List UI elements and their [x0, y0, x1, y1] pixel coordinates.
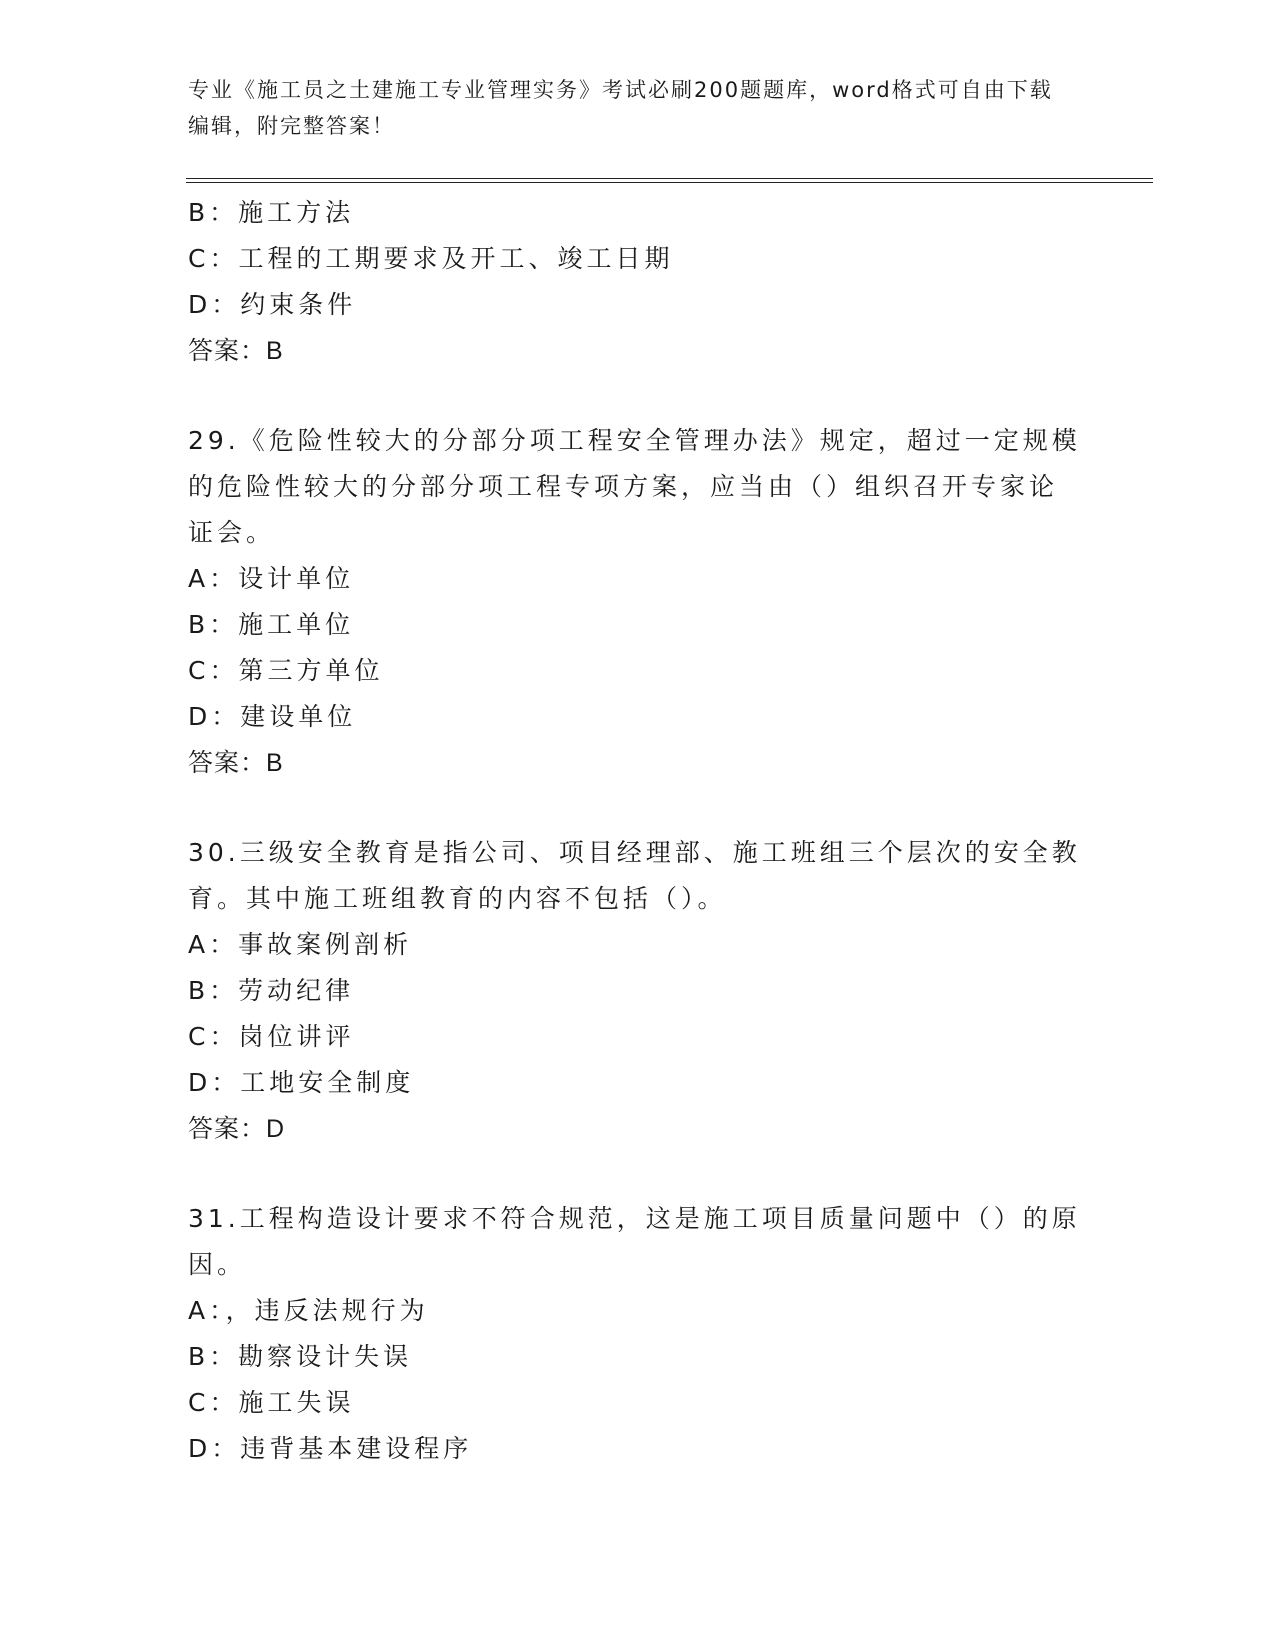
option-a: A：，违反法规行为 — [188, 1296, 429, 1325]
document-header — [188, 72, 1068, 144]
option-a: A：事故案例剖析 — [188, 930, 413, 959]
question-stem-line: 31.工程构造设计要求不符合规范，这是施工项目质量问题中（）的原 — [188, 1204, 1081, 1233]
option-c: C：施工失误 — [188, 1388, 355, 1417]
question-stem-line: 育。其中施工班组教育的内容不包括（）。 — [188, 884, 727, 913]
option-c: C：工程的工期要求及开工、竣工日期 — [188, 244, 674, 273]
option-c: C：第三方单位 — [188, 656, 384, 685]
question-list — [188, 190, 1088, 1472]
option-d: D：约束条件 — [188, 290, 357, 319]
option-d: D：违背基本建设程序 — [188, 1434, 473, 1463]
answer-line: 答案：B — [188, 749, 284, 777]
header-text: 专业《施工员之土建施工专业管理实务》考试必刷200题题库，word格式可自由下载编辑，附完整答案！ — [188, 78, 1053, 138]
option-a: A：设计单位 — [188, 564, 355, 593]
option-d: D：建设单位 — [188, 702, 357, 731]
question-stem-line: 29.《危险性较大的分部分项工程安全管理办法》规定，超过一定规模 — [188, 426, 1081, 455]
option-b: B：施工方法 — [188, 198, 355, 227]
question-29 — [188, 418, 1088, 786]
question-stem-line: 的危险性较大的分部分项工程专项方案，应当由（）组织召开专家论 — [188, 472, 1059, 501]
question-stem-line: 证会。 — [188, 518, 276, 547]
option-b: B：劳动纪律 — [188, 976, 355, 1005]
question-30 — [188, 830, 1088, 1152]
question-stem-line: 30.三级安全教育是指公司、项目经理部、施工班组三个层次的安全教 — [188, 838, 1081, 867]
question-31 — [188, 1196, 1088, 1472]
option-c: C：岗位讲评 — [188, 1022, 355, 1051]
header-divider — [186, 178, 1153, 183]
option-d: D：工地安全制度 — [188, 1068, 415, 1097]
prev-question — [188, 190, 1088, 374]
answer-line: 答案：B — [188, 337, 284, 365]
option-b: B：勘察设计失误 — [188, 1342, 413, 1371]
option-b: B：施工单位 — [188, 610, 355, 639]
question-stem-line: 因。 — [188, 1250, 247, 1279]
answer-line: 答案：D — [188, 1115, 286, 1143]
